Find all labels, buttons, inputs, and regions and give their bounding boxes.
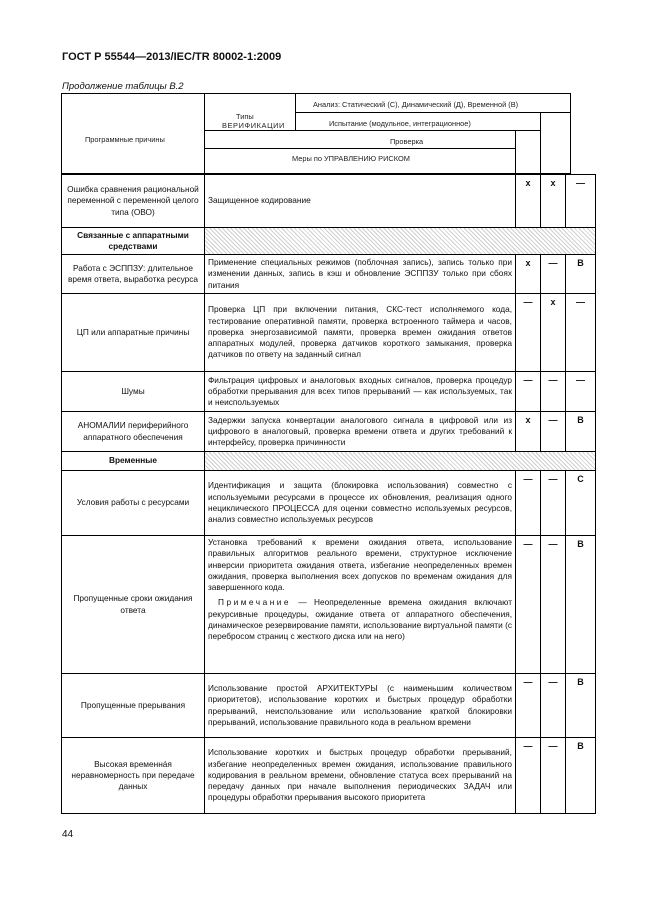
table-row — [62, 372, 596, 412]
table-row — [62, 471, 596, 536]
mark-check: — — [523, 375, 533, 385]
section-row — [62, 228, 596, 255]
measure-cell: Задержки запуска конвертации аналогового сигнала в цифровой или из цифрового в аналоговый, проверка времени ответа и других требований к интерфейсу, проверка причинности — [205, 412, 516, 452]
cause-cell: Пропущенные сроки ожидания ответа — [62, 536, 205, 674]
measure-cell: Использование простой АРХИТЕКТУРЫ (с наименьшим количеством приоритетов), использование коротких и быстрых процедур обработки прерываний, неиспользование или использование краткой блокировки прерываний, использование правильного кода в реальном времени — [205, 674, 516, 738]
mark-testing: — — [548, 677, 558, 687]
cause-cell: ЦП или аппаратные причины — [62, 294, 205, 372]
mark-testing: — — [548, 258, 558, 268]
header-testing-label: Испытание (модульное, интеграционное) — [329, 119, 471, 128]
measure-cell: Идентификация и защита (блокировка использования) совместно с используемыми ресурсами в процессе их обновления, реализация одного нециклического ПРОЦЕССА для оценки совместно используемых ресурсов, анализ совместно используемых ресурсов — [205, 471, 516, 536]
measure-cell: Использование коротких и быстрых процедур обработки прерываний, избегание неопределенных времен ожидания, использование правильного кодирования в реальном времени, обновление статуса всех прерываний на передачу данных при начале выполнения периодических ЗАДАЧ или процедуры обработки прерывания высокого приоритета — [205, 738, 516, 814]
mark-testing: х — [550, 297, 556, 307]
cause-cell: Высокая временнáя неравномерность при передаче данных — [62, 738, 205, 814]
page-number: 44 — [62, 829, 74, 840]
cause-cell: Условия работы с ресурсами — [62, 471, 205, 536]
measure-cell: Проверка ЦП при включении питания, СКС-тест исполняемого кода, тестирование оперативной памяти, проверка встроенного таймера и часов, проверка энергозависимой памяти, проверка времен ожидания ответов аппаратных модулей, проверка датчиков короткого замыкания, проверка датчиков по ответу на заданный сигнал — [205, 294, 516, 372]
measure-cell: Защищенное кодирование — [205, 175, 516, 228]
header-measures-label: Меры по УПРАВЛЕНИЮ РИСКОМ — [292, 154, 410, 163]
header-verification-label: ВЕРИФИКАЦИИ — [222, 121, 285, 130]
mark-check: х — [525, 178, 531, 188]
table-row — [62, 412, 596, 452]
note-label: Примечание — [218, 597, 292, 608]
cause-cell: Работа с ЭСППЗУ: длительное время ответа, выработка ресурса — [62, 255, 205, 294]
mark-check: — — [523, 474, 533, 484]
table-row — [62, 255, 596, 294]
table-row — [62, 738, 596, 814]
header-check-label: Проверка — [390, 137, 424, 146]
table-row — [62, 294, 596, 372]
mark-analysis: В — [577, 415, 584, 425]
table-row — [62, 536, 596, 674]
mark-analysis: — — [576, 297, 585, 307]
mark-testing: — — [548, 375, 558, 385]
measure-cell: Установка требований к времени ожидания ответа, использование правильных алгоритмов реального времени, структурное исключение инверсии приоритета ожидания ответа, избегание неопределенных времен ожидания, проверка выполнения всех допусков по временам ожидания для завершенного кода. — [208, 537, 512, 593]
note-text: — Неопределенные времена ожидания включают рекурсивные процедуры, ожидание ответа от аппаратного обеспечения, динамическое резервирование памяти, использование виртуальной памяти (с перебросом страниц с жесткого диска или на него) — [208, 597, 512, 642]
cause-cell: Пропущенные прерывания — [62, 674, 205, 738]
mark-analysis: С — [577, 474, 584, 484]
mark-analysis: В — [577, 741, 584, 751]
measure-cell: Фильтрация цифровых и аналоговых входных сигналов, проверка процедур обработки прерывания для всех типов прерываний — как используемых, так и неиспользуемых — [205, 372, 516, 412]
mark-testing: — — [548, 741, 558, 751]
mark-check: — — [523, 539, 533, 549]
cause-cell: Шумы — [62, 372, 205, 412]
document-title: ГОСТ Р 55544—2013/IEC/TR 80002-1:2009 — [62, 51, 282, 63]
table-row — [62, 674, 596, 738]
mark-testing: — — [548, 539, 558, 549]
mark-testing: — — [548, 415, 558, 425]
mark-testing: — — [548, 474, 558, 484]
header-types-label: Типы — [236, 112, 254, 121]
mark-check: х — [525, 258, 531, 268]
mark-analysis: В — [577, 677, 584, 687]
mark-check: — — [523, 741, 533, 751]
section-title: Временные — [62, 452, 205, 471]
note — [208, 597, 512, 642]
mark-analysis: — — [576, 375, 585, 385]
mark-analysis: В — [577, 539, 584, 549]
risk-control-table — [61, 174, 596, 814]
mark-analysis: — — [576, 178, 585, 188]
mark-check: — — [523, 297, 533, 307]
measure-cell: Применение специальных режимов (поблочная запись), запись только при изменении данных, запись в кэш и обновление ЭСППЗУ только при сбоях питания — [205, 255, 516, 294]
table-row — [62, 175, 596, 228]
mark-analysis: В — [577, 258, 584, 268]
cause-cell: АНОМАЛИИ периферийного аппаратного обеспечения — [62, 412, 205, 452]
mark-testing: х — [550, 178, 556, 188]
section-title: Связанные с аппаратными средствами — [62, 228, 205, 255]
header-analysis-label: Анализ: Статический (С), Динамический (Д), Временной (В) — [313, 100, 519, 109]
table-continuation-caption: Продолжение таблицы В.2 — [62, 81, 184, 92]
cause-cell: Ошибка сравнения рациональной переменной с переменной целого типа (ОВО) — [62, 175, 205, 228]
section-row — [62, 452, 596, 471]
mark-check: х — [525, 415, 531, 425]
header-cause-label: Программные причины — [85, 135, 165, 144]
mark-check: — — [523, 677, 533, 687]
